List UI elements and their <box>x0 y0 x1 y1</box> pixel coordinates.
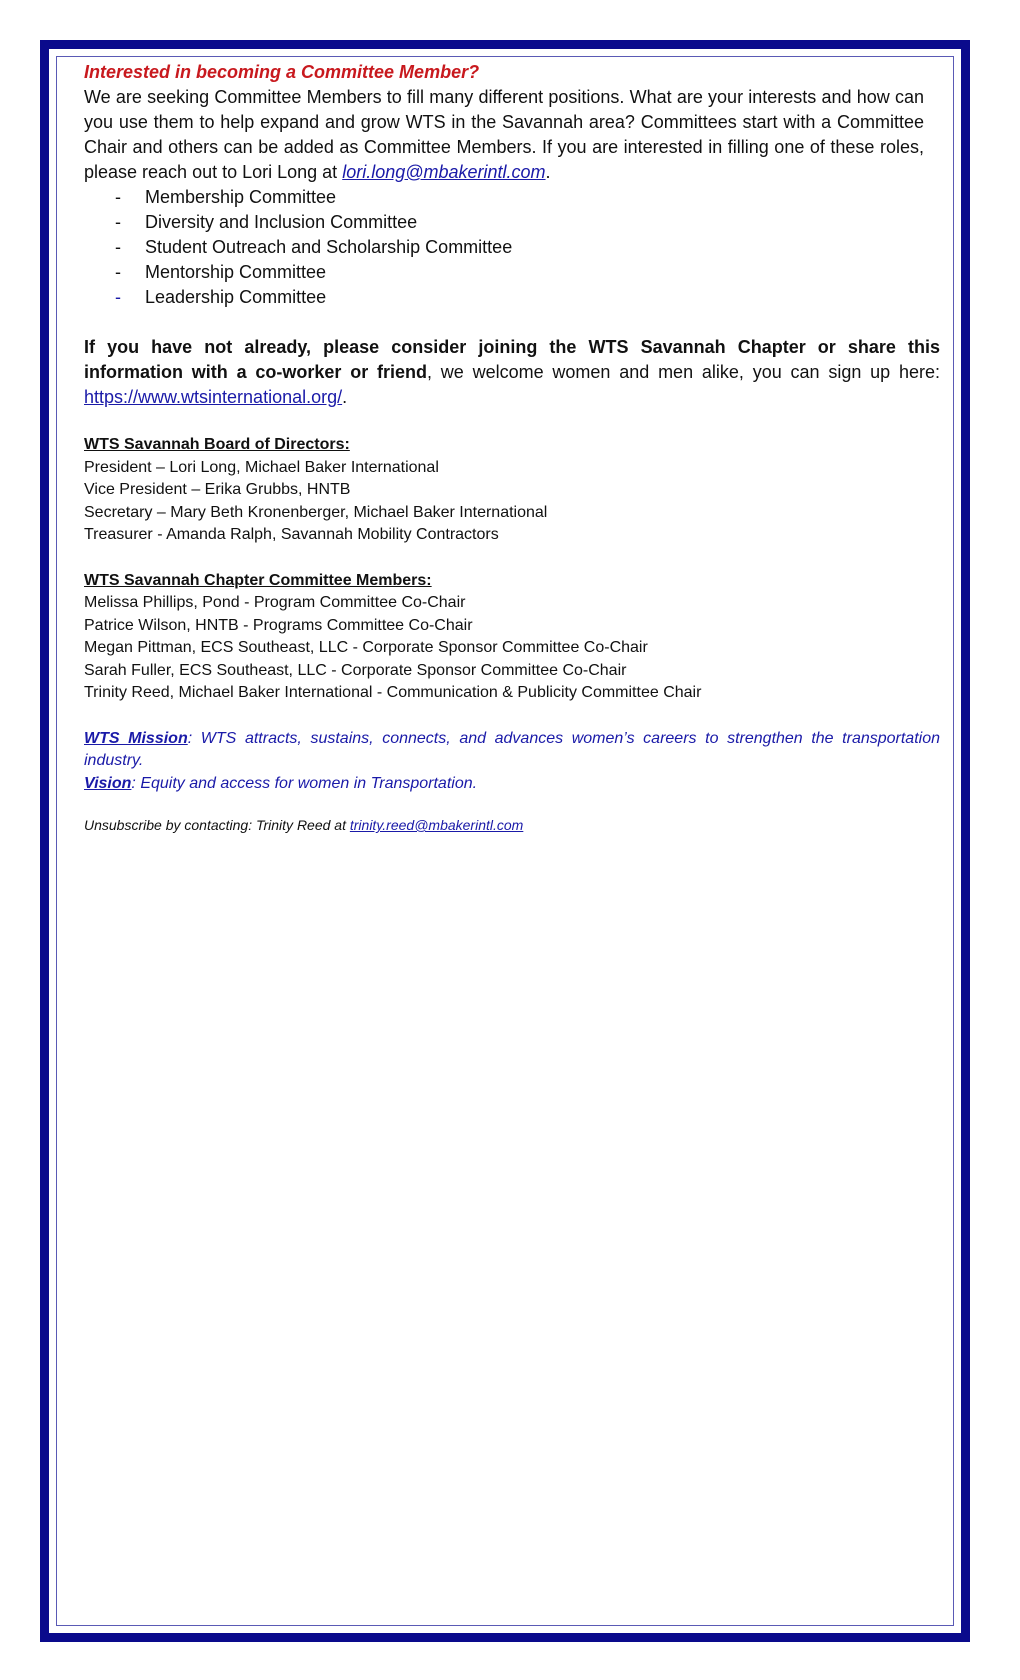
unsubscribe-text: Unsubscribe by contacting: Trinity Reed at <box>84 817 346 833</box>
vision-text: : Equity and access for women in Transportation. <box>131 774 478 792</box>
lori-long-email-link[interactable]: lori.long@mbakerintl.com <box>342 162 546 182</box>
join-bold-text: If you have not already, please consider joining the WTS Savannah Chapter or share this information with a co-worker or friend <box>84 337 940 382</box>
list-item <box>84 260 940 285</box>
newsletter-content <box>84 60 940 849</box>
join-period: . <box>342 387 348 407</box>
board-section <box>84 434 940 547</box>
committee-name: Mentorship Committee <box>145 262 327 282</box>
list-dash: - <box>115 212 121 232</box>
committee-member: Megan Pittman, ECS Southeast, LLC - Corporate Sponsor Committee Co-Chair <box>84 639 648 656</box>
list-item <box>84 235 940 260</box>
list-item <box>84 285 940 310</box>
committee-member: Sarah Fuller, ECS Southeast, LLC - Corporate Sponsor Committee Co-Chair <box>84 661 627 679</box>
list-dash: - <box>115 262 121 282</box>
committee-member: Patrice Wilson, HNTB - Programs Committee Co-Chair <box>84 616 473 634</box>
committee-intro-text: We are seeking Committee Members to fill many different positions. What are your interests and how can you use them to help expand and grow WTS in the Savannah area? Committees start with a Committee Chair and others can be added as Committee Members. If you are interested in filling one of these roles, please reach out to Lori Long at <box>84 87 924 182</box>
committee-intro <box>84 85 924 185</box>
board-title: WTS Savannah Board of Directors: <box>84 436 350 453</box>
list-item <box>84 210 940 235</box>
mission-statement <box>84 728 940 773</box>
wts-signup-link[interactable]: https://www.wtsinternational.org/ <box>84 387 343 407</box>
committee-list <box>84 185 940 310</box>
intro-period: . <box>545 162 551 182</box>
mission-label: WTS Mission <box>84 729 188 747</box>
vision-statement <box>84 773 940 796</box>
unsubscribe-note <box>84 815 940 835</box>
list-item <box>84 185 940 210</box>
board-member: President – Lori Long, Michael Baker International <box>84 458 439 476</box>
committee-name: Diversity and Inclusion Committee <box>145 212 418 232</box>
committee-member: Melissa Phillips, Pond - Program Committee Co-Chair <box>84 594 466 611</box>
mission-text: : WTS attracts, sustains, connects, and advances women’s careers to strengthen the transportation industry. <box>84 729 941 769</box>
board-member: Treasurer - Amanda Ralph, Savannah Mobility Contractors <box>84 526 499 543</box>
board-member: Secretary – Mary Beth Kronenberger, Michael Baker International <box>84 503 548 521</box>
chapter-committee-section <box>84 570 940 705</box>
committee-member: Trinity Reed, Michael Baker International - Communication & Publicity Committee Chair <box>84 684 702 701</box>
chapter-committee-title: WTS Savannah Chapter Committee Members: <box>84 571 432 589</box>
unsubscribe-email-link[interactable]: trinity.reed@mbakerintl.com <box>349 817 524 833</box>
join-paragraph <box>84 335 940 410</box>
join-normal-text: , we welcome women and men alike, you can sign up here: <box>427 362 940 382</box>
committee-name: Leadership Committee <box>145 287 327 307</box>
list-dash: - <box>115 187 121 207</box>
committee-name: Student Outreach and Scholarship Committee <box>145 237 513 257</box>
list-dash: - <box>115 237 121 257</box>
list-dash: - <box>115 287 121 307</box>
committee-name: Membership Committee <box>145 187 337 207</box>
committee-heading: Interested in becoming a Committee Member? <box>84 62 480 82</box>
board-member: Vice President – Erika Grubbs, HNTB <box>84 481 351 498</box>
mission-section <box>84 728 940 796</box>
vision-label: Vision <box>84 774 132 792</box>
